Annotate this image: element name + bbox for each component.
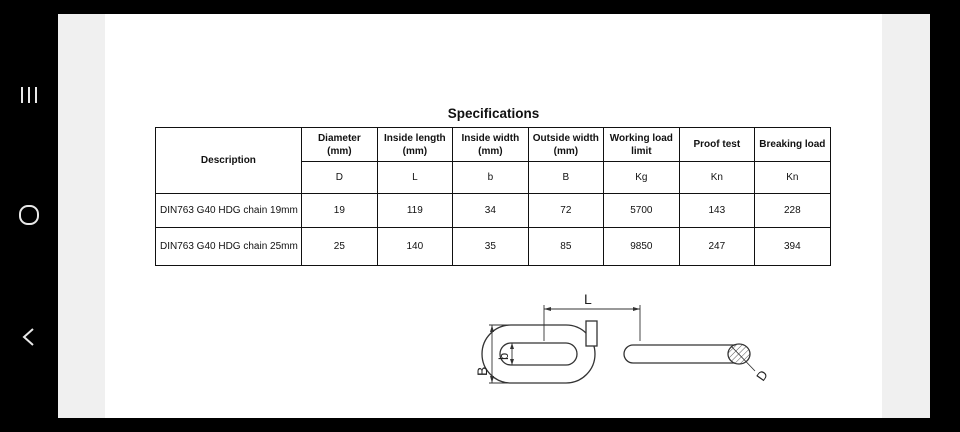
navigation-bar bbox=[0, 0, 58, 432]
table-row bbox=[156, 228, 831, 266]
table-cell: 34 bbox=[452, 194, 528, 228]
unit-symbol: Kg bbox=[603, 162, 679, 194]
table-cell: 228 bbox=[754, 194, 830, 228]
row-description: DIN763 G40 HDG chain 19mm bbox=[156, 194, 302, 228]
column-header: Inside length (mm) bbox=[377, 128, 452, 162]
table-cell: 394 bbox=[754, 228, 830, 266]
label-b: b bbox=[496, 352, 511, 360]
table-cell: 247 bbox=[679, 228, 754, 266]
description-header: Description bbox=[156, 128, 302, 194]
recents-icon bbox=[18, 84, 40, 106]
specifications-table bbox=[155, 127, 831, 266]
table-cell: 25 bbox=[301, 228, 377, 266]
page-title: Specifications bbox=[447, 106, 540, 121]
chain-link-diagram bbox=[363, 288, 771, 416]
unit-symbol: L bbox=[377, 162, 452, 194]
unit-symbol: Kn bbox=[679, 162, 754, 194]
home-icon bbox=[17, 203, 41, 227]
table-cell: 5700 bbox=[603, 194, 679, 228]
table-cell: 85 bbox=[528, 228, 603, 266]
table-header-row bbox=[156, 128, 831, 162]
column-header: Outside width (mm) bbox=[528, 128, 603, 162]
document-viewer[interactable] bbox=[58, 14, 930, 418]
table-cell: 140 bbox=[377, 228, 452, 266]
table-cell: 19 bbox=[301, 194, 377, 228]
table-cell: 143 bbox=[679, 194, 754, 228]
unit-symbol: b bbox=[452, 162, 528, 194]
document-page bbox=[105, 14, 882, 418]
back-icon bbox=[18, 326, 40, 348]
recents-button[interactable] bbox=[10, 76, 48, 114]
label-L: L bbox=[584, 291, 592, 307]
unit-symbol: Kn bbox=[754, 162, 830, 194]
back-button[interactable] bbox=[10, 318, 48, 356]
column-header: Diameter (mm) bbox=[301, 128, 377, 162]
table-cell: 119 bbox=[377, 194, 452, 228]
column-header: Working load limit bbox=[603, 128, 679, 162]
home-button[interactable] bbox=[10, 196, 48, 234]
column-header: Breaking load bbox=[754, 128, 830, 162]
column-header: Inside width (mm) bbox=[452, 128, 528, 162]
label-D: D bbox=[753, 367, 771, 384]
unit-symbol: B bbox=[528, 162, 603, 194]
table-cell: 9850 bbox=[603, 228, 679, 266]
label-B: B bbox=[474, 366, 490, 376]
adjacent-link bbox=[624, 345, 735, 363]
weld-band bbox=[586, 321, 597, 346]
column-header: Proof test bbox=[679, 128, 754, 162]
screen-edge bbox=[930, 0, 960, 432]
row-description: DIN763 G40 HDG chain 25mm bbox=[156, 228, 302, 266]
table-cell: 72 bbox=[528, 194, 603, 228]
unit-symbol: D bbox=[301, 162, 377, 194]
table-row bbox=[156, 194, 831, 228]
table-cell: 35 bbox=[452, 228, 528, 266]
